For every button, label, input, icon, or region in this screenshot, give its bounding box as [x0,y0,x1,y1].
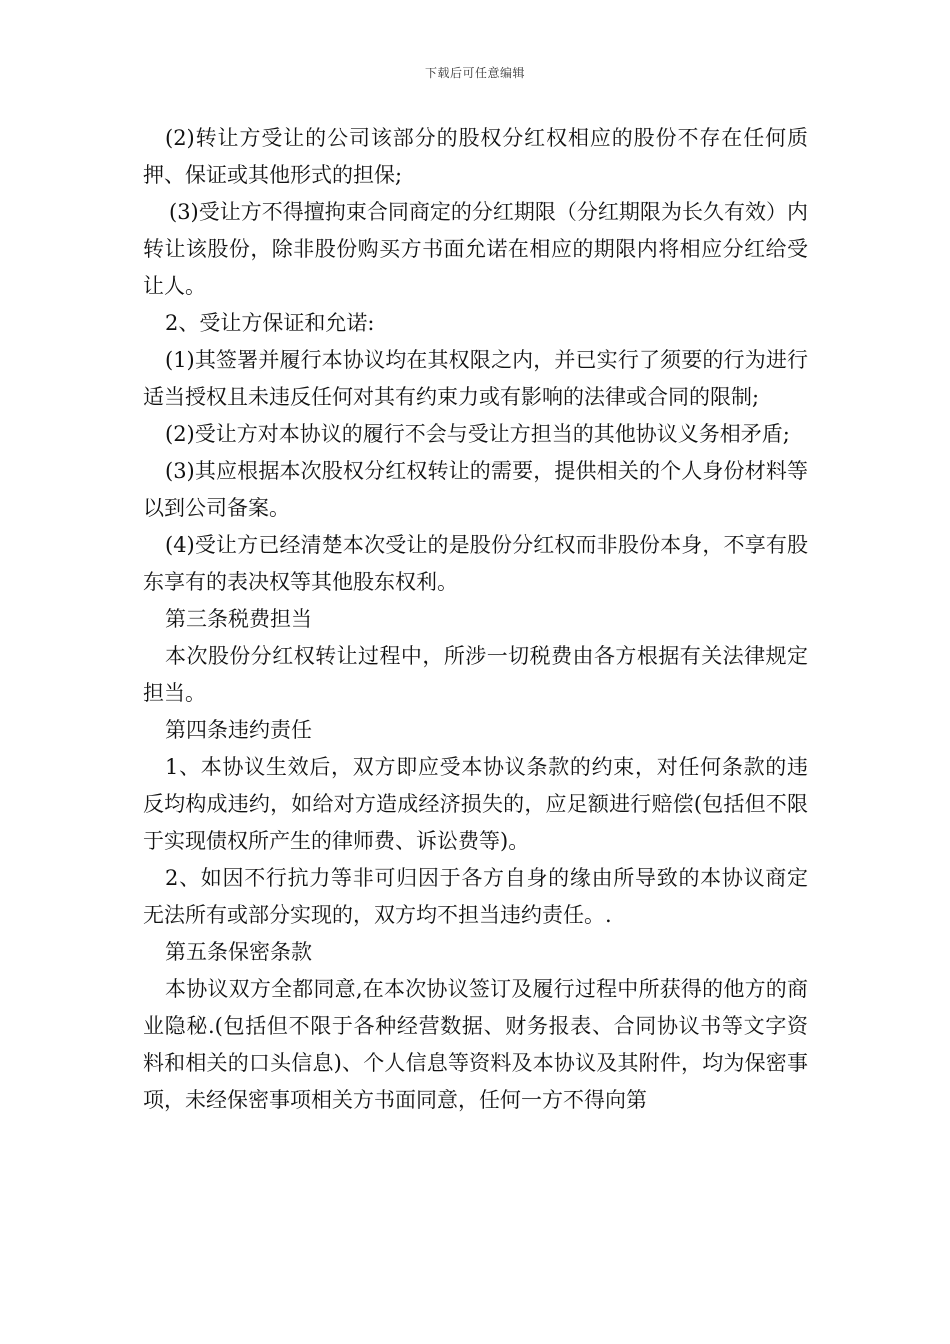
document-body [143,120,808,1119]
clause-paragraph: (3)受让方不得擅拘束合同商定的分红期限（分红期限为长久有效）内转让该股份，除非股份购买方书面允诺在相应的期限内将相应分红给受让人。 [143,200,808,298]
article-heading: 第四条违约责任 [165,718,312,742]
clause-paragraph: (4)受让方已经清楚本次受让的是股份分红权而非股份本身，不享有股东享有的表决权等其他股东权利。 [143,533,808,594]
clause-paragraph: 本次股份分红权转让过程中，所涉一切税费由各方根据有关法律规定担当。 [143,644,808,705]
article-heading: 第五条保密条款 [165,940,312,964]
clause-heading: 2、受让方保证和允诺: [165,311,375,335]
clause-paragraph: (2)受让方对本协议的履行不会与受让方担当的其他协议义务相矛盾; [165,422,790,446]
clause-paragraph: (2)转让方受让的公司该部分的股权分红权相应的股份不存在任何质押、保证或其他形式的担保; [143,126,808,187]
clause-paragraph: 1、本协议生效后，双方即应受本协议条款的约束，对任何条款的违反均构成违约，如给对方造成经济损失的，应足额进行赔偿(包括但不限于实现债权所产生的律师费、诉讼费等)。 [143,755,808,853]
clause-paragraph: 本协议双方全都同意,在本次协议签订及履行过程中所获得的他方的商业隐秘.(包括但不限于各种经营数据、财务报表、合同协议书等文字资料和相关的口头信息)、个人信息等资料及本协议及其附件，均为保密事项，未经保密事项相关方书面同意，任何一方不得向第 [143,977,808,1112]
clause-paragraph: (1)其签署并履行本协议均在其权限之内，并已实行了须要的行为进行适当授权且未违反任何对其有约束力或有影响的法律或合同的限制; [143,348,808,409]
clause-paragraph: (3)其应根据本次股权分红权转让的需要，提供相关的个人身份材料等以到公司备案。 [143,459,808,520]
article-heading: 第三条税费担当 [165,607,312,631]
clause-paragraph: 2、如因不行抗力等非可归因于各方自身的缘由所导致的本协议商定无法所有或部分实现的，双方均不担当违约责任。. [143,866,808,927]
page-header: 下载后可任意编辑 [424,66,525,80]
